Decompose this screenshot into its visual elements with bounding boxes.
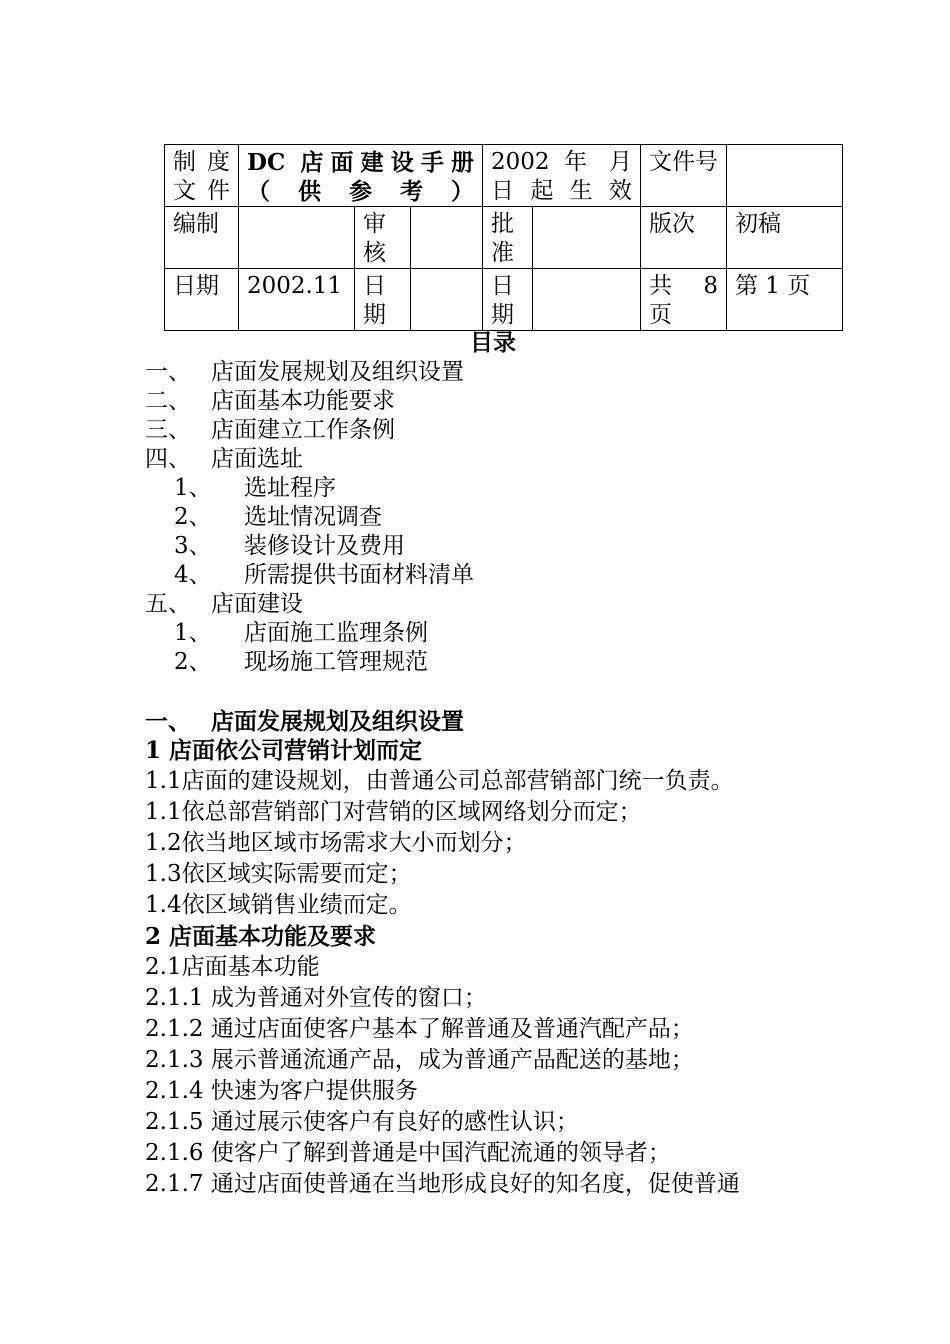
subsection-heading: 2 店面基本功能及要求 xyxy=(145,923,377,950)
paragraph: 2.1.4 快速为客户提供服务 xyxy=(145,1078,418,1104)
date-value: 2002.11 xyxy=(239,269,355,331)
date-label: 日期 xyxy=(165,269,239,331)
toc-subitem: 1、 选址程序 xyxy=(174,475,336,501)
doc-title: DC 店面建设手册（供参考） xyxy=(239,145,483,207)
effective-date: 2002 年 月日起生效 xyxy=(483,145,641,207)
version-value: 初稿 xyxy=(727,207,843,269)
paragraph: 2.1.6 使客户了解到普通是中国汽配流通的领导者； xyxy=(145,1140,671,1166)
page-number: 第 1 页 xyxy=(727,269,843,331)
toc-subitem: 3、 装修设计及费用 xyxy=(174,533,405,559)
total-pages: 共 8 页 xyxy=(641,269,727,331)
version-label: 版次 xyxy=(641,207,727,269)
doc-number-value xyxy=(727,145,843,207)
paragraph: 2.1.7 通过店面使普通在当地形成良好的知名度，促使普通 xyxy=(145,1171,740,1197)
compiled-by-label: 编制 xyxy=(165,207,239,269)
paragraph: 2.1.5 通过展示使客户有良好的感性认识； xyxy=(145,1109,579,1135)
compiled-by-value xyxy=(239,207,355,269)
doc-number-label: 文件号 xyxy=(641,145,727,207)
toc-item: 二、 店面基本功能要求 xyxy=(145,388,395,414)
paragraph: 2.1.3 展示普通流通产品，成为普通产品配送的基地； xyxy=(145,1047,694,1073)
review-date-label: 日期 xyxy=(355,269,411,331)
reviewed-by-value xyxy=(411,207,483,269)
toc-subitem: 2、 选址情况调查 xyxy=(174,504,382,530)
paragraph: 1.3依区域实际需要而定； xyxy=(145,861,412,887)
document-header-table xyxy=(164,144,843,331)
toc-title: 目录 xyxy=(470,329,516,356)
paragraph: 1.2依当地区域市场需求大小而划分； xyxy=(145,830,527,856)
approve-date-value xyxy=(533,269,641,331)
paragraph: 1.1依总部营销部门对营销的区域网络划分而定； xyxy=(145,799,642,825)
approved-by-value xyxy=(533,207,641,269)
toc-item: 三、 店面建立工作条例 xyxy=(145,417,395,443)
reviewed-by-label: 审核 xyxy=(355,207,411,269)
toc-subitem: 2、 现场施工管理规范 xyxy=(174,649,428,675)
toc-item: 五、 店面建设 xyxy=(145,591,303,617)
subsection-heading: 1 店面依公司营销计划而定 xyxy=(145,737,423,764)
section-title: 一、 店面发展规划及组织设置 xyxy=(145,708,464,735)
review-date-value xyxy=(411,269,483,331)
approved-by-label: 批准 xyxy=(483,207,533,269)
toc-subitem: 4、 所需提供书面材料清单 xyxy=(174,562,474,588)
paragraph: 2.1.1 成为普通对外宣传的窗口； xyxy=(145,985,487,1011)
doc-type-label: 制度文件 xyxy=(165,145,239,207)
approve-date-label: 日期 xyxy=(483,269,533,331)
paragraph: 1.1店面的建设规划，由普通公司总部营销部门统一负责。 xyxy=(145,768,734,794)
paragraph: 2.1.2 通过店面使客户基本了解普通及普通汽配产品； xyxy=(145,1016,694,1042)
toc-subitem: 1、 店面施工监理条例 xyxy=(174,620,428,646)
paragraph: 1.4依区域销售业绩而定。 xyxy=(145,892,412,918)
paragraph: 2.1店面基本功能 xyxy=(145,954,320,980)
toc-item: 四、 店面选址 xyxy=(145,446,303,472)
toc-item: 一、 店面发展规划及组织设置 xyxy=(145,359,464,385)
